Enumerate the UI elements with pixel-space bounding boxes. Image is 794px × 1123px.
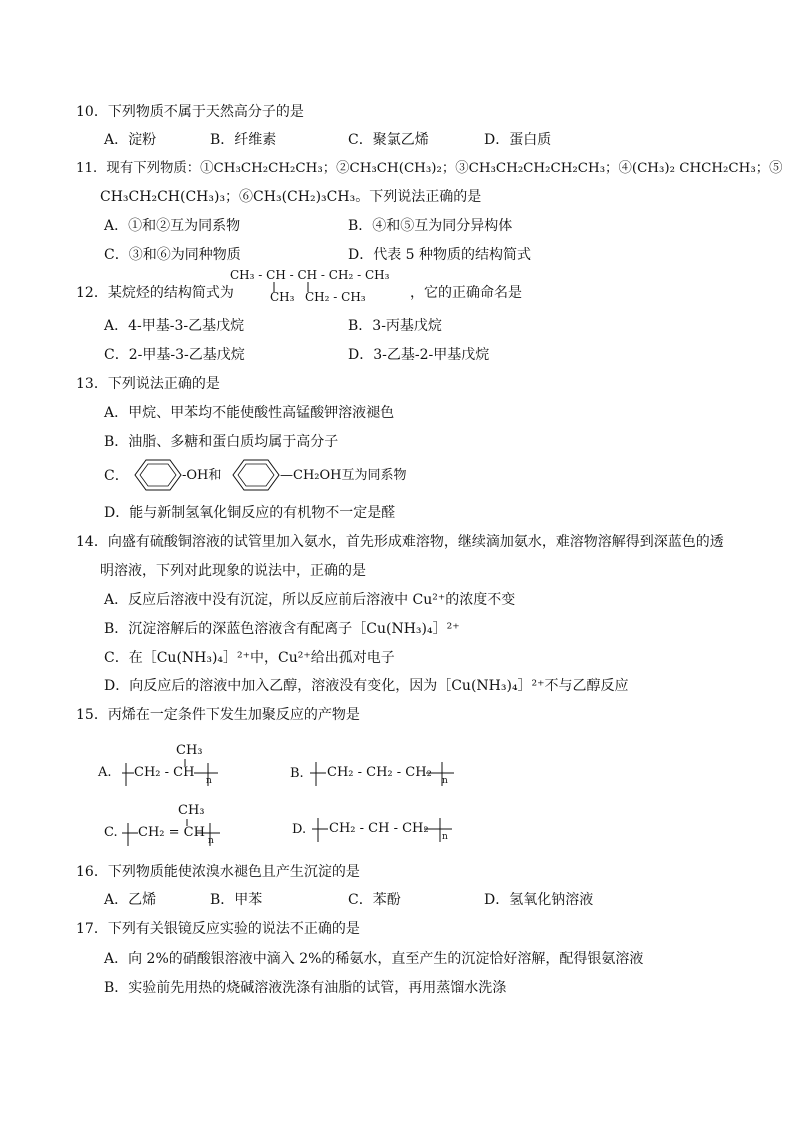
q15-a-chain: CH₂ - CH bbox=[134, 765, 195, 780]
q16-option-c: C．苯酚 bbox=[348, 892, 401, 908]
q10-option-c: C．聚氯乙烯 bbox=[348, 132, 429, 148]
q11-option-c: C．③和⑥为同种物质 bbox=[104, 247, 241, 263]
q15-c-n: n bbox=[208, 836, 214, 846]
q15-option-a bbox=[98, 740, 228, 788]
benzene-ring-icon bbox=[232, 458, 280, 492]
q15-d-chain: CH₂ - CH - CH₂ bbox=[329, 821, 429, 836]
q15-b-label: B. bbox=[290, 766, 304, 781]
q12-formula-main-chain: CH₃ - CH - CH - CH₂ - CH₃ bbox=[230, 268, 390, 282]
q15-b-chain: CH₂ - CH₂ - CH₂ bbox=[327, 765, 432, 780]
q15-b-n: n bbox=[442, 776, 448, 786]
q16-option-d: D．氢氧化钠溶液 bbox=[484, 892, 594, 908]
q11-stem-cont: CH₃CH₂CH(CH₃)₃；⑥CH₃(CH₂)₃CH₃。下列说法正确的是 bbox=[100, 189, 482, 205]
q17-option-a: A．向 2%的硝酸银溶液中滴入 2%的稀氨水，直至产生的沉淀恰好溶解，配得银氨溶液 bbox=[104, 951, 644, 967]
q12-structural-formula bbox=[230, 268, 410, 312]
q15-b-bracket-lines bbox=[290, 760, 460, 790]
q10-option-a: A．淀粉 bbox=[104, 132, 157, 148]
q17-option-b: B．实验前先用热的烧碱溶液洗涤有油脂的试管，再用蒸馏水洗涤 bbox=[104, 980, 507, 996]
q15-c-label: C. bbox=[104, 825, 118, 840]
q13-option-c-mid: -OH和 bbox=[182, 468, 222, 483]
q15-d-label: D. bbox=[292, 822, 307, 837]
q15-d-n: n bbox=[442, 832, 448, 842]
q15-option-b bbox=[290, 760, 460, 790]
q12-formula-bonds bbox=[230, 268, 410, 312]
q13-stem: 13．下列说法正确的是 bbox=[76, 376, 220, 392]
q11-stem: 11．现有下列物质：①CH₃CH₂CH₂CH₃；②CH₃CH(CH₃)₂；③CH₃CH₂CH₂CH₂CH₃；④(CH₃)₂ CHCH₂CH₃；⑤ bbox=[76, 161, 783, 176]
q14-option-c: C．在［Cu(NH₃)₄］²⁺中，Cu²⁺给出孤对电子 bbox=[104, 650, 395, 666]
q14-option-a: A．反应后溶液中没有沉淀，所以反应前后溶液中 Cu²⁺的浓度不变 bbox=[104, 592, 516, 608]
q17-stem: 17．下列有关银镜反应实验的说法不正确的是 bbox=[76, 921, 360, 937]
q16-option-b: B．甲苯 bbox=[210, 892, 263, 908]
q15-option-c bbox=[104, 800, 234, 848]
q12-option-c: C．2-甲基-3-乙基戊烷 bbox=[104, 347, 245, 363]
q12-stem: 12．某烷烃的结构简式为 bbox=[76, 285, 234, 301]
q12-stem-end: ，它的正确命名是 bbox=[410, 285, 522, 301]
benzene-ring-icon bbox=[134, 458, 182, 492]
q13-option-d: D．能与新制氢氧化铜反应的有机物不一定是醛 bbox=[104, 505, 396, 521]
q13-option-c-end: —CH₂OH互为同系物 bbox=[280, 468, 407, 483]
q15-a-label: A. bbox=[98, 765, 112, 780]
q12-option-b: B．3-丙基戊烷 bbox=[348, 318, 442, 334]
q11-option-b: B．④和⑤互为同分异构体 bbox=[348, 218, 513, 234]
q15-c-bracket-lines bbox=[104, 800, 234, 848]
q15-c-branch: CH₃ bbox=[178, 803, 205, 818]
q14-option-d: D．向反应后的溶液中加入乙醇，溶液没有变化，因为［Cu(NH₃)₄］²⁺不与乙醇反应 bbox=[104, 678, 629, 694]
q14-stem-cont: 明溶液，下列对此现象的说法中，正确的是 bbox=[100, 563, 366, 579]
q14-stem: 14．向盛有硫酸铜溶液的试管里加入氨水，首先形成难溶物，继续滴加氨水，难溶物溶解得到深蓝色的透 bbox=[76, 534, 724, 550]
q14-option-b: B．沉淀溶解后的深蓝色溶液含有配离子［Cu(NH₃)₄］²⁺ bbox=[104, 621, 460, 637]
q12-option-a: A．4-甲基-3-乙基戊烷 bbox=[104, 318, 245, 334]
q11-option-a: A．①和②互为同系物 bbox=[104, 218, 241, 234]
q16-option-a: A．乙烯 bbox=[104, 892, 157, 908]
q15-option-d bbox=[292, 816, 462, 846]
q15-c-chain: CH₂ = CH bbox=[138, 825, 205, 840]
q10-stem: 10．下列物质不属于天然高分子的是 bbox=[76, 104, 304, 120]
q15-d-bracket-lines bbox=[292, 816, 462, 846]
q15-a-n: n bbox=[206, 776, 212, 786]
q10-option-d: D．蛋白质 bbox=[484, 132, 552, 148]
q15-stem: 15．丙烯在一定条件下发生加聚反应的产物是 bbox=[76, 707, 360, 723]
q13-option-b: B．油脂、多糖和蛋白质均属于高分子 bbox=[104, 434, 339, 450]
q15-a-bracket-lines bbox=[98, 740, 228, 788]
q12-formula-branch-2: CH₂ - CH₃ bbox=[305, 290, 366, 304]
q16-stem: 16．下列物质能使浓溴水褪色且产生沉淀的是 bbox=[76, 864, 360, 880]
q15-a-branch: CH₃ bbox=[176, 743, 203, 758]
q10-option-b: B．纤维素 bbox=[210, 132, 277, 148]
q13-option-c-label: C． bbox=[104, 468, 129, 484]
q13-option-a: A．甲烷、甲苯均不能使酸性高锰酸钾溶液褪色 bbox=[104, 405, 395, 421]
q11-option-d: D．代表 5 种物质的结构简式 bbox=[348, 247, 532, 263]
q12-option-d: D．3-乙基-2-甲基戊烷 bbox=[348, 347, 490, 363]
q12-formula-branch-1: CH₃ bbox=[270, 290, 295, 304]
